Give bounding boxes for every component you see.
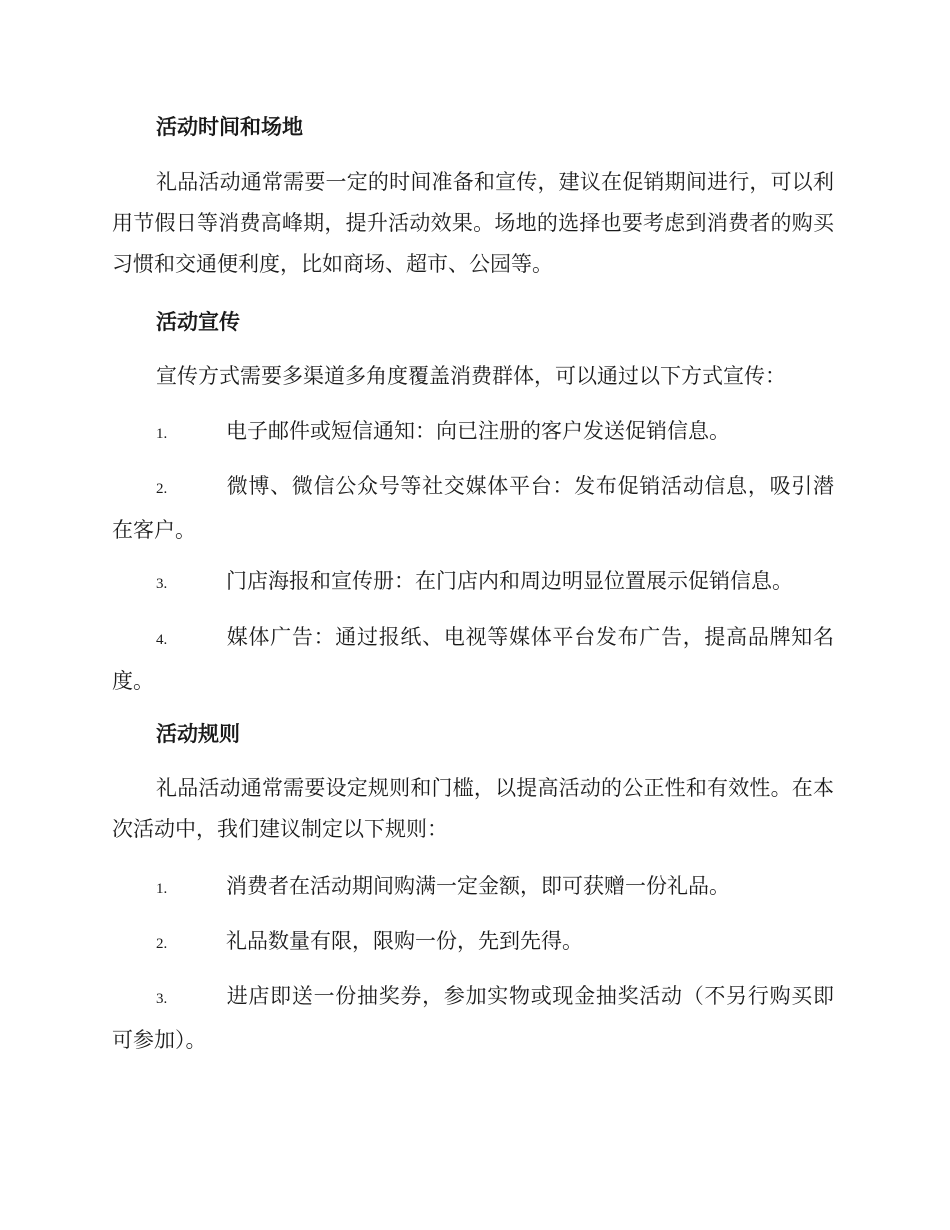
list-item <box>112 561 834 605</box>
list-item-number: 3. <box>156 576 168 592</box>
list-item <box>112 411 834 455</box>
list-item <box>112 866 834 910</box>
list-item-number: 4. <box>156 632 168 648</box>
list-item-text: 门店海报和宣传册：在门店内和周边明显位置展示促销信息。 <box>226 569 793 593</box>
paragraph-promotion-intro: 宣传方式需要多渠道多角度覆盖消费群体，可以通过以下方式宣传： <box>156 364 786 388</box>
list-item-text: 礼品数量有限，限购一份，先到先得。 <box>226 929 583 953</box>
list-item <box>112 466 834 551</box>
list-item-text: 微博、微信公众号等社交媒体平台：发布促销活动信息，吸引潜在客户。 <box>112 474 834 542</box>
list-item-text: 媒体广告：通过报纸、电视等媒体平台发布广告，提高品牌知名度。 <box>112 625 834 693</box>
list-item-number: 1. <box>156 881 168 897</box>
paragraph-rules-intro: 礼品活动通常需要设定规则和门槛，以提高活动的公正性和有效性。在本次活动中，我们建议制定以下规则： <box>112 776 834 841</box>
list-item <box>112 976 834 1061</box>
list-item-number: 2. <box>156 936 168 952</box>
paragraph-time-venue: 礼品活动通常需要一定的时间准备和宣传，建议在促销期间进行，可以利用节假日等消费高峰期，提升活动效果。场地的选择也要考虑到消费者的购买习惯和交通便利度，比如商场、超市、公园等。 <box>112 170 834 276</box>
list-item-text: 电子邮件或短信通知：向已注册的客户发送促销信息。 <box>226 419 730 443</box>
list-item-text: 消费者在活动期间购满一定金额，即可获赠一份礼品。 <box>226 874 730 898</box>
list-item <box>112 921 834 965</box>
section-heading-time-venue: 活动时间和场地 <box>156 115 303 139</box>
section-heading-rules: 活动规则 <box>156 722 240 746</box>
list-item-number: 2. <box>156 481 168 497</box>
list-item <box>112 617 834 702</box>
list-item-text: 进店即送一份抽奖券，参加实物或现金抽奖活动（不另行购买即可参加）。 <box>112 984 834 1052</box>
list-item-number: 1. <box>156 426 168 442</box>
section-heading-promotion: 活动宣传 <box>156 310 240 334</box>
list-item-number: 3. <box>156 991 168 1007</box>
